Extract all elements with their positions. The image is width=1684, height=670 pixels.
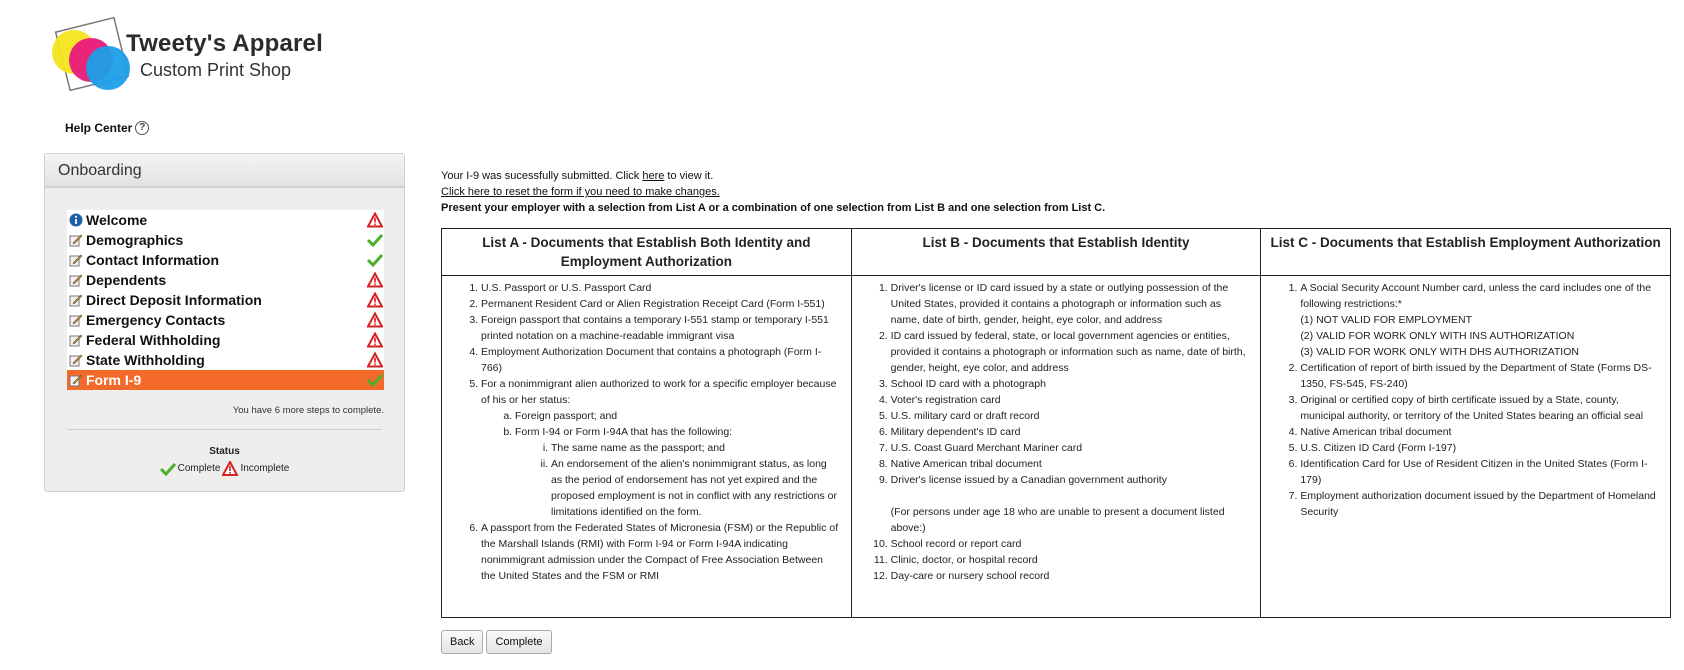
help-center-label: Help Center [65, 121, 133, 135]
list-item: 1. Driver's license or ID card issued by a state or outlying possession of the United States, provided it contains a photograph or information such as name, date of birth, gender, height, eye color, and address [891, 280, 1249, 328]
checkmark-icon [367, 372, 383, 388]
instruction-text: Present your employer with a selection from List A or a combination of one selection from List B and one selection from List C. [441, 202, 1106, 214]
sub-sub-list [515, 440, 839, 520]
list-item: 2. Permanent Resident Card or Alien Registration Receipt Card (Form I-551) [481, 296, 839, 312]
list-item: a. Foreign passport; and [515, 408, 839, 424]
list-item: 6. Military dependent's ID card [891, 424, 1249, 440]
steps-remaining: You have 6 more steps to complete. [232, 405, 384, 416]
documents-table [441, 228, 1671, 618]
list-item: 6. Identification Card for Use of Resident Citizen in the United States (Form I-179) [1300, 456, 1658, 488]
list-item-text: For a nonimmigrant alien authorized to work for a specific employer because of his or her status: [481, 378, 837, 406]
submitted-text-end: to view it. [664, 170, 714, 182]
list-item: 6. A passport from the Federated States of Micronesia (FSM) or the Republic of the Marshall Islands (RMI) with Form I-94 or Form I-94A indicating nonimmigrant admission under the Compact of Free Association Between the United States and the FSM or RMI [481, 520, 839, 584]
warning-icon [367, 352, 383, 368]
logo-graphic [46, 16, 136, 106]
onboarding-step-federal-withholding[interactable] [67, 330, 384, 350]
list-item: 3. Original or certified copy of birth certificate issued by a State, county, municipal authority, or territory of the United States bearing an official seal [1300, 392, 1658, 424]
submitted-message [441, 168, 1105, 184]
step-label: Form I-9 [86, 372, 142, 388]
step-label: Direct Deposit Information [86, 292, 262, 308]
list-b [858, 280, 1249, 488]
list-c-header: List C - Documents that Establish Employment Authorization [1261, 229, 1671, 276]
list-item [481, 376, 839, 520]
edit-icon [67, 272, 84, 288]
list-item-text: Form I-94 or Form I-94A that has the following: [515, 426, 733, 438]
list-item: 5. U.S. Citizen ID Card (Form I-197) [1300, 440, 1658, 456]
step-label: Welcome [86, 212, 148, 228]
edit-icon [67, 252, 84, 268]
list-item: 4. Native American tribal document [1300, 424, 1658, 440]
step-label: Federal Withholding [86, 332, 221, 348]
edit-icon [67, 312, 84, 328]
warning-icon [222, 461, 238, 476]
messages [441, 168, 1105, 216]
list-item: 7. Employment authorization document issued by the Department of Homeland Security [1300, 488, 1658, 520]
warning-icon [367, 212, 383, 228]
onboarding-step-demographics[interactable] [67, 230, 384, 250]
onboarding-step-form-i-9[interactable] [67, 370, 384, 390]
status-title: Status [209, 446, 240, 457]
checkmark-icon [367, 232, 383, 248]
step-label: Contact Information [86, 252, 219, 268]
reset-form-link[interactable]: Click here to reset the form if you need to make changes. [441, 186, 720, 198]
step-label: Emergency Contacts [86, 312, 226, 328]
list-b-header: List B - Documents that Establish Identity [851, 229, 1261, 276]
company-logo [46, 16, 366, 106]
list-item: 2. Certification of report of birth issued by the Department of State (Forms DS-1350, FS-545, FS-240) [1300, 360, 1658, 392]
list-item [515, 424, 839, 520]
list-c-cell [1261, 276, 1671, 618]
list-item: 4. Voter's registration card [891, 392, 1249, 408]
restriction-3: (3) VALID FOR WORK ONLY WITH DHS AUTHORIZATION [1300, 346, 1579, 358]
under-18-note: (For persons under age 18 who are unable to present a document listed above:) [890, 506, 1225, 534]
onboarding-title: Onboarding [45, 154, 404, 188]
list-item: 2. ID card issued by federal, state, or local government agencies or entities, provided it contains a photograph or information such as name, date of birth, gender, height, eye color, and address [891, 328, 1249, 376]
list-a [448, 280, 839, 584]
sub-list [481, 408, 839, 520]
list-item: 3. Foreign passport that contains a temporary I-551 stamp or temporary I-551 printed notation on a machine-readable immigrant visa [481, 312, 839, 344]
list-c [1267, 280, 1658, 520]
help-center-link[interactable] [65, 121, 149, 135]
checkmark-icon [160, 462, 176, 476]
list-item: 4. Employment Authorization Document that contains a photograph (Form I-766) [481, 344, 839, 376]
edit-icon [67, 352, 84, 368]
edit-icon [67, 332, 84, 348]
list-a-cell [442, 276, 852, 618]
list-item [1300, 280, 1658, 360]
list-b-continued [858, 536, 1249, 584]
warning-icon [367, 272, 383, 288]
warning-icon [367, 292, 383, 308]
step-label: Demographics [86, 232, 184, 248]
list-item: 7. U.S. Coast Guard Merchant Mariner card [891, 440, 1249, 456]
step-label: State Withholding [86, 352, 205, 368]
onboarding-step-welcome[interactable] [67, 210, 384, 230]
onboarding-step-dependents[interactable] [67, 270, 384, 290]
onboarding-steps [67, 210, 384, 390]
list-item: 9. Driver's license issued by a Canadian government authority [891, 472, 1249, 488]
onboarding-step-state-withholding[interactable] [67, 350, 384, 370]
list-item: 3. School ID card with a photograph [891, 376, 1249, 392]
info-icon [67, 212, 84, 228]
edit-icon [67, 292, 84, 308]
submitted-text: Your I-9 was sucessfully submitted. Click [441, 170, 643, 182]
list-item: 8. Native American tribal document [891, 456, 1249, 472]
list-item: ii. An endorsement of the alien's nonimmigrant status, as long as the period of endorsement has not yet expired and the proposed employment is not in conflict with any restrictions or limitations identified on the form. [551, 456, 839, 520]
divider [67, 429, 382, 430]
warning-icon [367, 312, 383, 328]
spacer [858, 488, 1249, 504]
question-circle-icon: ? [135, 121, 149, 135]
legend-incomplete-label: Incomplete [240, 463, 290, 474]
list-item: 12. Day-care or nursery school record [891, 568, 1249, 584]
edit-icon [67, 372, 84, 388]
restriction-1: (1) NOT VALID FOR EMPLOYMENT [1300, 314, 1473, 326]
onboarding-step-emergency-contacts[interactable] [67, 310, 384, 330]
onboarding-step-contact-information[interactable] [67, 250, 384, 270]
step-label: Dependents [86, 272, 167, 288]
list-a-header: List A - Documents that Establish Both Identity and Employment Authorization [442, 229, 852, 276]
list-item: 10. School record or report card [891, 536, 1249, 552]
form-actions [441, 630, 552, 654]
legend-complete-label: Complete [177, 463, 221, 474]
list-item-text: 1. A Social Security Account Number card, unless the card includes one of the following restrictions:* [1300, 282, 1652, 310]
list-item: 5. U.S. military card or draft record [891, 408, 1249, 424]
status-legend [45, 461, 404, 476]
brand-name: Tweety's Apparel [126, 30, 323, 57]
brand-tagline: Custom Print Shop [140, 60, 292, 80]
edit-icon [67, 232, 84, 248]
complete-button[interactable]: Complete [486, 630, 551, 654]
back-button[interactable]: Back [441, 630, 483, 654]
onboarding-step-direct-deposit-information[interactable] [67, 290, 384, 310]
list-item: 11. Clinic, doctor, or hospital record [891, 552, 1249, 568]
view-i9-link[interactable]: here [642, 170, 665, 182]
list-item: i. The same name as the passport; and [551, 440, 839, 456]
list-item: 1. U.S. Passport or U.S. Passport Card [481, 280, 839, 296]
onboarding-panel [44, 153, 405, 492]
list-b-cell [851, 276, 1261, 618]
restriction-2: (2) VALID FOR WORK ONLY WITH INS AUTHORIZATION [1300, 330, 1575, 342]
checkmark-icon [367, 252, 383, 268]
warning-icon [367, 332, 383, 348]
